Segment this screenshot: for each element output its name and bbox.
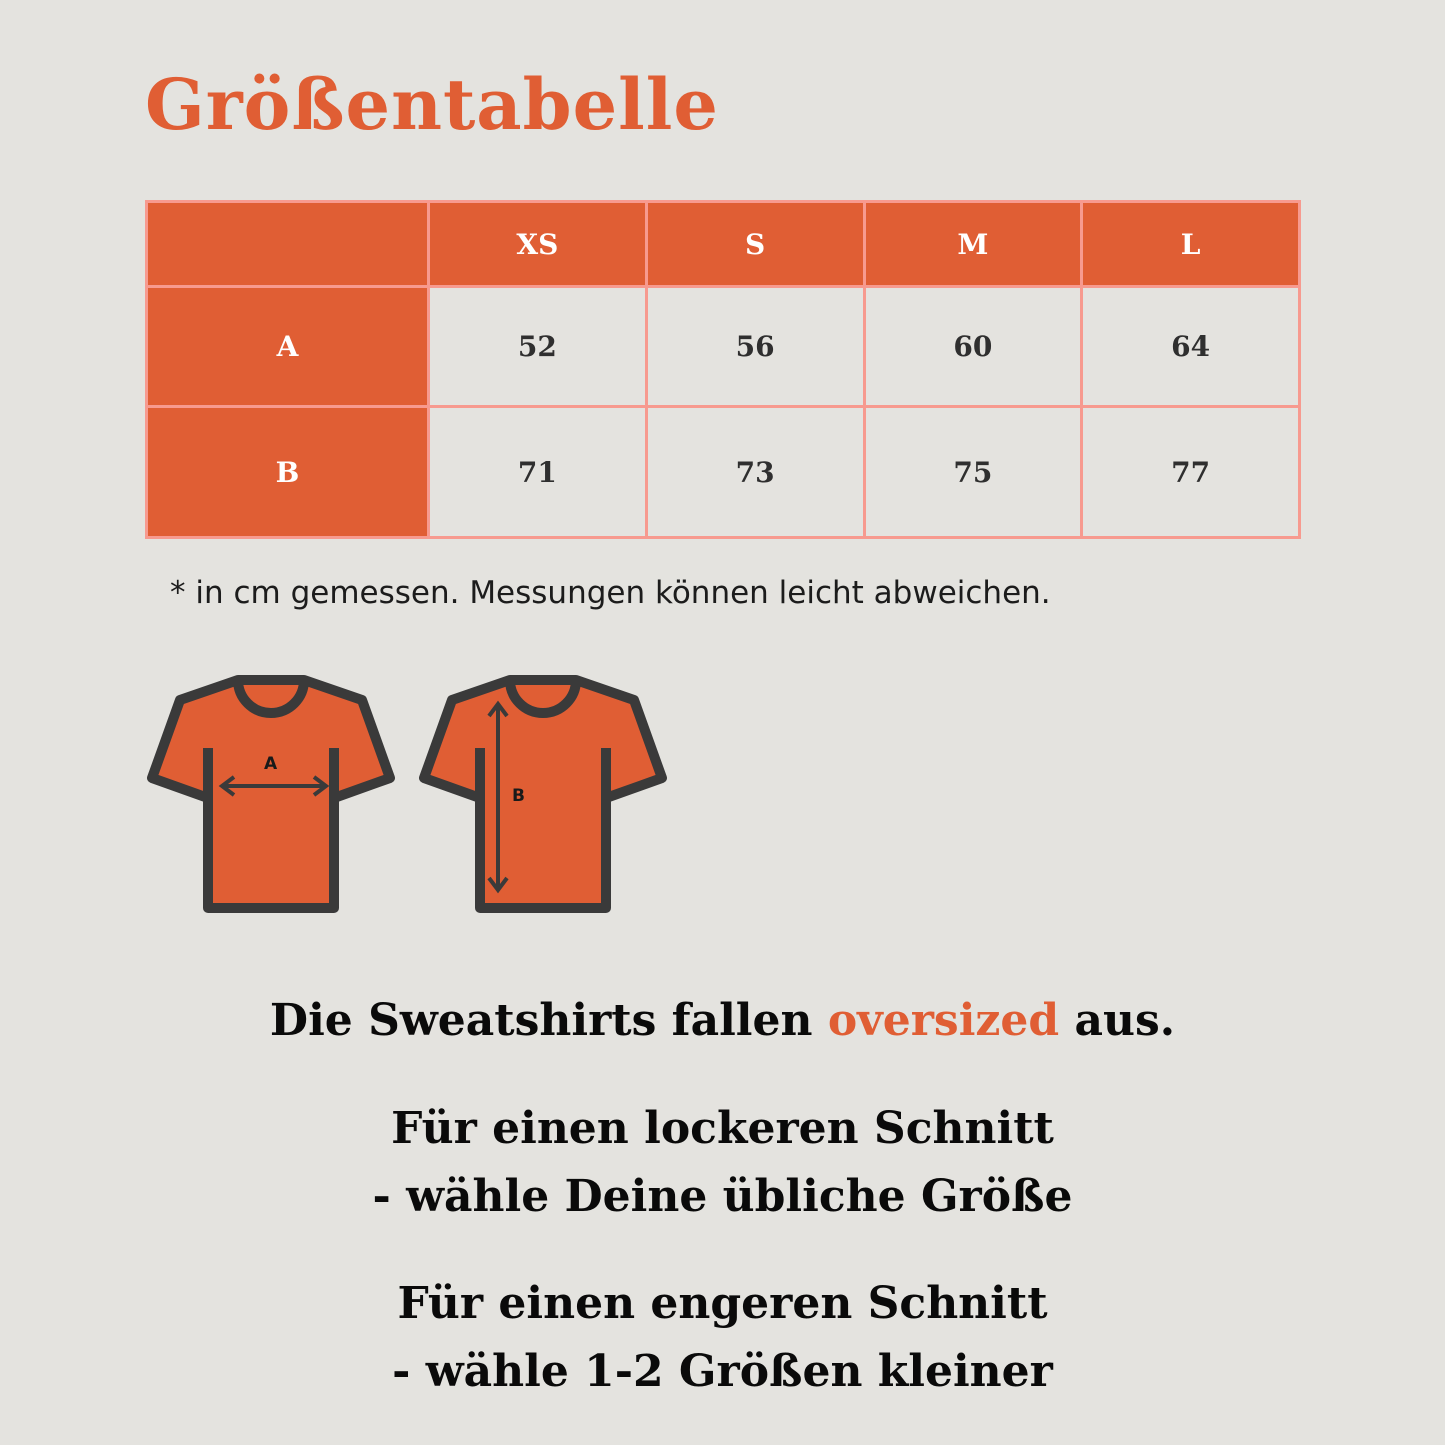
tip-advice: - wähle Deine übliche Größe [372, 1171, 1073, 1222]
table-cell: 73 [646, 407, 864, 538]
fit-text-before: Die Sweatshirts fallen [269, 995, 828, 1046]
measurement-diagram [140, 670, 680, 920]
tip-tight-fit [0, 1270, 1445, 1406]
column-header: S [646, 202, 864, 287]
measure-label-a: A [264, 754, 278, 774]
shirt-back-icon [412, 670, 672, 920]
table-cell: 75 [864, 407, 1082, 538]
table-row [147, 287, 1300, 407]
column-header: XS [429, 202, 647, 287]
table-corner-cell [147, 202, 429, 287]
table-cell: 60 [864, 287, 1082, 407]
measurement-note: * in cm gemessen. Messungen können leicht abweichen. [170, 575, 1051, 611]
fit-statement [0, 995, 1445, 1046]
table-cell: 52 [429, 287, 647, 407]
tip-loose-fit [0, 1095, 1445, 1231]
shirt-front-icon [140, 670, 400, 920]
table-header-row [147, 202, 1300, 287]
column-header: M [864, 202, 1082, 287]
tip-heading: Für einen engeren Schnitt [397, 1278, 1048, 1329]
measure-label-b: B [512, 786, 525, 806]
table-cell: 64 [1082, 287, 1300, 407]
table-row [147, 407, 1300, 538]
page-title: Größentabelle [145, 63, 719, 146]
row-header: A [147, 287, 429, 407]
column-header: L [1082, 202, 1300, 287]
tip-advice: - wähle 1-2 Größen kleiner [392, 1346, 1053, 1397]
table-cell: 71 [429, 407, 647, 538]
size-table [145, 200, 1301, 539]
fit-highlight: oversized [827, 995, 1060, 1046]
row-header: B [147, 407, 429, 538]
tip-heading: Für einen lockeren Schnitt [391, 1103, 1054, 1154]
table-cell: 56 [646, 287, 864, 407]
table-cell: 77 [1082, 407, 1300, 538]
fit-text-after: aus. [1059, 995, 1176, 1046]
